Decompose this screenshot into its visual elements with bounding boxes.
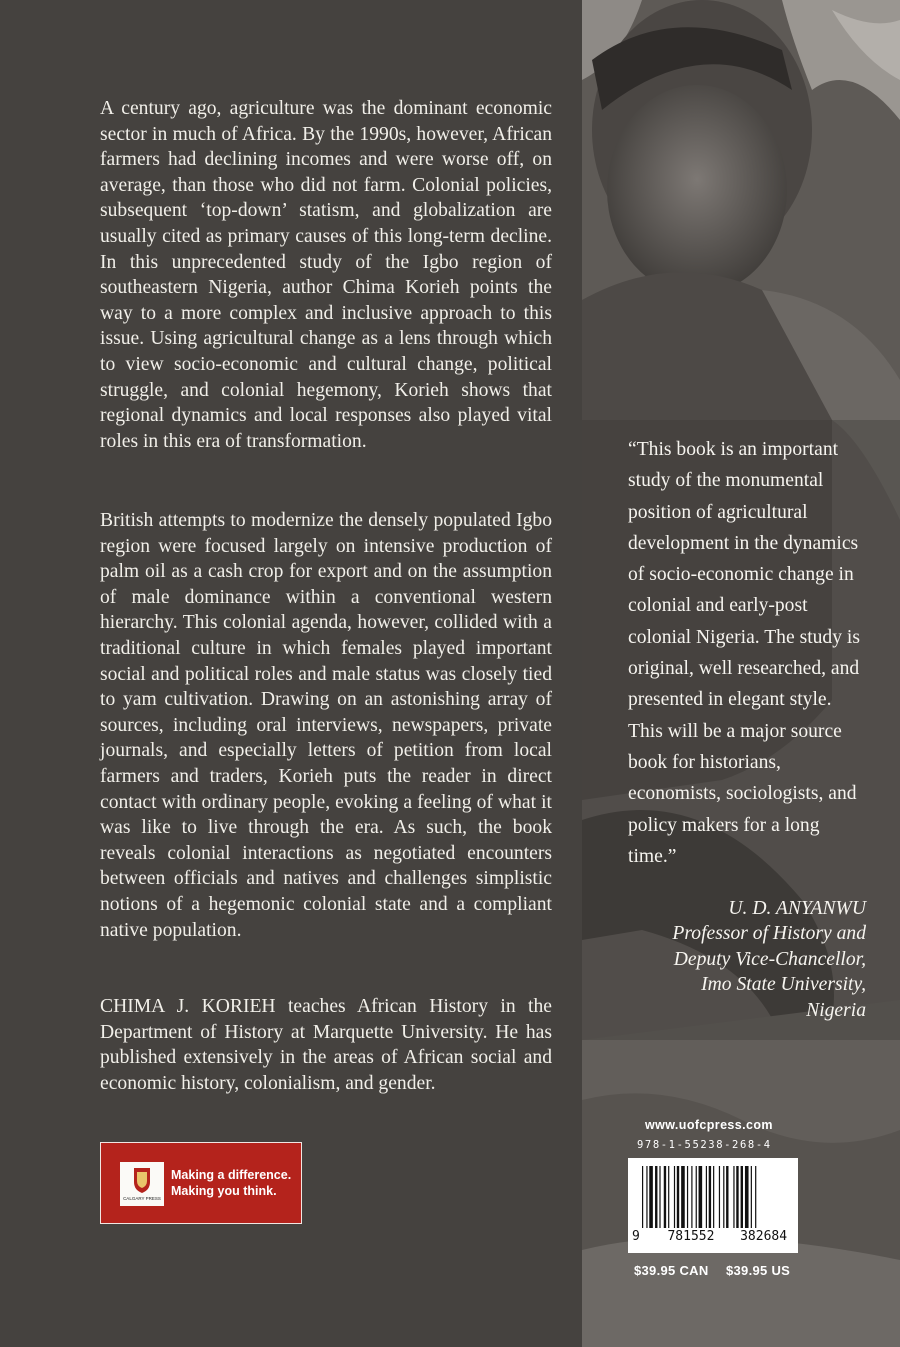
reviewer-title-4: Nigeria: [806, 999, 866, 1021]
barcode-bar: [687, 1166, 688, 1228]
barcode-bar: [733, 1166, 734, 1228]
barcode-bar: [706, 1166, 707, 1228]
isbn-number: 978-1-55238-268-4: [637, 1139, 772, 1151]
tagline-line-2: Making you think.: [171, 1184, 277, 1198]
author-bio: [100, 994, 552, 1096]
publisher-url: www.uofcpress.com: [645, 1118, 773, 1132]
barcode-bar: [726, 1166, 728, 1228]
reviewer-title-1: Professor of History and: [672, 923, 866, 945]
barcode-bar: [642, 1166, 643, 1228]
barcode-bar: [741, 1166, 743, 1228]
tagline-line-1: Making a difference.: [171, 1168, 292, 1182]
barcode-bar: [723, 1166, 724, 1228]
description-text-1: A century ago, agriculture was the dominant economic sector in much of Africa. By the 1990s, however, African farmers had declining incomes and were worse off, on average, than those who did not farm. Colonial policies, subsequent ‘top-down’ statism, and globalization are usually cited as primary causes of this long-term decline. In this unprecedented study of the Igbo region of southeastern Nigeria, author Chima Korieh points the way to a more complex and inclusive approach to this issue. Using agricultural change as a lens through which to view socio-economic and cultural change, political struggle, and colonial hegemony, Korieh shows that regional dynamics and local responses also played vital roles in this era of transformation.: [100, 98, 552, 452]
barcode-bar: [713, 1166, 714, 1228]
barcode-digit-group-1: 781552: [667, 1229, 715, 1244]
barcode-bar: [646, 1166, 647, 1228]
description-paragraph-1: [100, 96, 552, 454]
barcode-bar: [691, 1166, 692, 1228]
barcode-bar: [677, 1166, 679, 1228]
barcode-bar: [696, 1166, 697, 1228]
review-quote: “This book is an important study of the monumental position of agricultural development in the dynamics of socio-economic change in colonial and early-post colonial Nigeria. The study is original, well researched, and presented in elegant style. This will be a major source book for historians, economists, sociologists, and policy makers for a long time.”: [628, 439, 860, 867]
price-us: $39.95 US: [726, 1263, 791, 1278]
quote-attribution: [626, 896, 866, 1023]
barcode-bar: [681, 1166, 685, 1228]
description-text-2: British attempts to modernize the densely populated Igbo region were focused largely on intensive production of palm oil as a cash crop for export and on the assumption of male dominance within a conventional western hierarchy. This colonial agenda, however, collided with a traditional culture in which females played important social and political roles and male status was closely tied to yam cultivation. Drawing on an astonishing array of sources, including oral interviews, newspapers, private journals, and especially letters of petition from local farmers and traders, Korieh puts the reader in direct contact with ordinary people, evoking a feeling of what it was like to live through the era. As such, the book reveals colonial interactions as negotiated encounters between officials and natives and challenges simplistic notions of a hegemonic colonial state and a compliant native population.: [100, 510, 552, 941]
barcode-digits: [632, 1229, 796, 1244]
barcode-bar: [664, 1166, 666, 1228]
barcode-bar: [699, 1166, 703, 1228]
barcode-digit-first: 9: [632, 1229, 640, 1244]
barcode: [628, 1158, 798, 1253]
university-crest-icon: [120, 1162, 164, 1206]
publisher-tagline: [171, 1167, 291, 1199]
publisher-logo: [100, 1142, 302, 1224]
reviewer-name: U. D. ANYANWU: [728, 898, 866, 919]
price-canada: $39.95 CAN: [634, 1263, 709, 1278]
barcode-bar: [719, 1166, 720, 1228]
barcode-bar: [649, 1166, 653, 1228]
barcode-bar: [755, 1166, 756, 1228]
barcode-bar: [745, 1166, 749, 1228]
reviewer-title-2: Deputy Vice-Chancellor,: [673, 948, 866, 970]
barcode-bar: [709, 1166, 711, 1228]
reviewer-title-3: Imo State University,: [701, 974, 866, 996]
description-paragraph-2: [100, 508, 552, 943]
barcode-digit-group-2: 382684: [740, 1229, 788, 1244]
author-bio-text: CHIMA J. KORIEH teaches African History in the Department of History at Marquette University. He has published extensively in the areas of African social and economic history, colonialism, and gender.: [100, 996, 552, 1094]
barcode-bar: [655, 1166, 657, 1228]
barcode-bar: [659, 1166, 660, 1228]
barcode-bar: [668, 1166, 669, 1228]
barcode-bar: [751, 1166, 752, 1228]
barcode-bar: [674, 1166, 675, 1228]
crest-text: CALGARY PRESS: [123, 1196, 161, 1201]
barcode-bar: [736, 1166, 738, 1228]
